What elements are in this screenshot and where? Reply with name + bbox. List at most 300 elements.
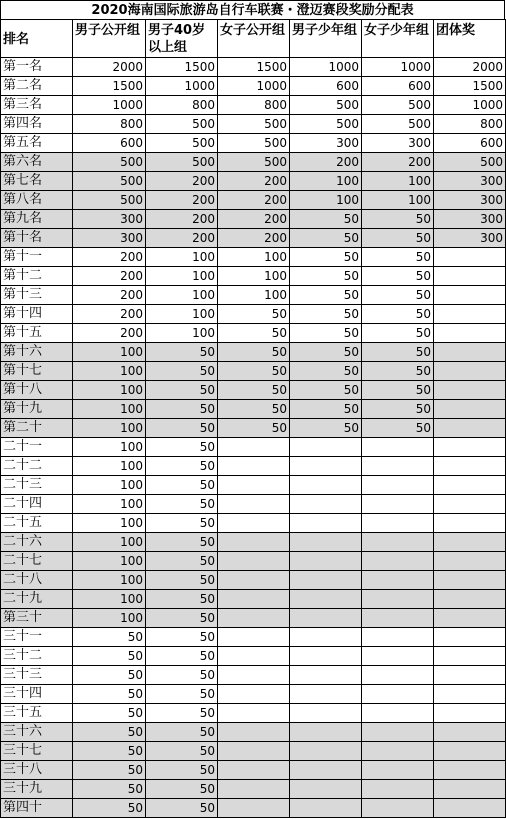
- men-open-cell: 600: [73, 134, 146, 153]
- rank-cell: 三十二: [1, 647, 73, 666]
- men-40-plus-cell: 50: [146, 742, 218, 761]
- women-open-cell: [218, 742, 290, 761]
- rank-cell: 二十一: [1, 438, 73, 457]
- men-open-cell: 100: [73, 419, 146, 438]
- women-open-cell: [218, 609, 290, 628]
- girls-youth-cell: 50: [362, 400, 434, 419]
- rank-cell: 二十二: [1, 457, 73, 476]
- boys-youth-cell: 50: [290, 324, 362, 343]
- table-row: [1, 685, 506, 704]
- men-open-cell: 50: [73, 780, 146, 799]
- girls-youth-cell: 500: [362, 115, 434, 134]
- team-award-cell: [434, 324, 506, 343]
- boys-youth-cell: [290, 742, 362, 761]
- men-40-plus-cell: 1500: [146, 58, 218, 77]
- men-open-cell: 200: [73, 286, 146, 305]
- men-40-plus-cell: 50: [146, 685, 218, 704]
- men-40-plus-cell: 50: [146, 533, 218, 552]
- boys-youth-cell: 50: [290, 229, 362, 248]
- table-row: [1, 58, 506, 77]
- team-award-cell: [434, 647, 506, 666]
- boys-youth-cell: [290, 761, 362, 780]
- girls-youth-cell: [362, 685, 434, 704]
- rank-cell: 第十九: [1, 400, 73, 419]
- table-row: [1, 172, 506, 191]
- men-open-cell: 100: [73, 438, 146, 457]
- men-40-plus-cell: 50: [146, 609, 218, 628]
- table-row: [1, 742, 506, 761]
- women-open-cell: 50: [218, 343, 290, 362]
- boys-youth-cell: 50: [290, 381, 362, 400]
- men-40-plus-cell: 50: [146, 552, 218, 571]
- men-40-plus-cell: 50: [146, 514, 218, 533]
- team-award-cell: [434, 666, 506, 685]
- team-award-cell: [434, 457, 506, 476]
- team-award-cell: 300: [434, 172, 506, 191]
- women-open-cell: [218, 590, 290, 609]
- table-row: [1, 438, 506, 457]
- table-row: [1, 343, 506, 362]
- girls-youth-cell: [362, 666, 434, 685]
- men-40-plus-cell: 200: [146, 229, 218, 248]
- men-40-plus-cell: 50: [146, 590, 218, 609]
- women-open-cell: [218, 761, 290, 780]
- rank-cell: 第十四: [1, 305, 73, 324]
- women-open-cell: 50: [218, 324, 290, 343]
- boys-youth-cell: 500: [290, 96, 362, 115]
- table-row: [1, 267, 506, 286]
- men-open-cell: 100: [73, 381, 146, 400]
- team-award-cell: [434, 495, 506, 514]
- team-award-cell: [434, 704, 506, 723]
- team-award-cell: [434, 343, 506, 362]
- boys-youth-cell: [290, 799, 362, 818]
- boys-youth-cell: 50: [290, 343, 362, 362]
- table-row: [1, 134, 506, 153]
- boys-youth-cell: [290, 609, 362, 628]
- header-rank: 排名: [1, 20, 73, 58]
- team-award-cell: [434, 780, 506, 799]
- men-40-plus-cell: 500: [146, 134, 218, 153]
- table-row: [1, 514, 506, 533]
- women-open-cell: 50: [218, 381, 290, 400]
- men-40-plus-cell: 500: [146, 115, 218, 134]
- men-open-cell: 300: [73, 229, 146, 248]
- boys-youth-cell: [290, 457, 362, 476]
- boys-youth-cell: [290, 476, 362, 495]
- rank-cell: 第三十: [1, 609, 73, 628]
- men-open-cell: 100: [73, 552, 146, 571]
- men-open-cell: 500: [73, 153, 146, 172]
- boys-youth-cell: 200: [290, 153, 362, 172]
- table-title: 2020海南国际旅游岛自行车联赛・澄迈赛段奖励分配表: [0, 0, 505, 19]
- men-open-cell: 50: [73, 647, 146, 666]
- girls-youth-cell: [362, 438, 434, 457]
- men-40-plus-cell: 800: [146, 96, 218, 115]
- table-row: [1, 628, 506, 647]
- table-row: [1, 666, 506, 685]
- women-open-cell: 1000: [218, 77, 290, 96]
- men-open-cell: 100: [73, 362, 146, 381]
- team-award-cell: [434, 400, 506, 419]
- boys-youth-cell: 100: [290, 172, 362, 191]
- men-40-plus-cell: 100: [146, 286, 218, 305]
- team-award-cell: 800: [434, 115, 506, 134]
- team-award-cell: [434, 609, 506, 628]
- women-open-cell: 200: [218, 229, 290, 248]
- team-award-cell: [434, 571, 506, 590]
- men-40-plus-cell: 50: [146, 799, 218, 818]
- girls-youth-cell: 1000: [362, 58, 434, 77]
- girls-youth-cell: 100: [362, 191, 434, 210]
- women-open-cell: [218, 647, 290, 666]
- table-row: [1, 248, 506, 267]
- girls-youth-cell: 500: [362, 96, 434, 115]
- boys-youth-cell: 300: [290, 134, 362, 153]
- rank-cell: 第二十: [1, 419, 73, 438]
- table-row: [1, 324, 506, 343]
- men-open-cell: 500: [73, 172, 146, 191]
- men-40-plus-cell: 50: [146, 438, 218, 457]
- boys-youth-cell: 50: [290, 248, 362, 267]
- table-row: [1, 533, 506, 552]
- men-40-plus-cell: 50: [146, 666, 218, 685]
- women-open-cell: [218, 685, 290, 704]
- women-open-cell: [218, 457, 290, 476]
- team-award-cell: [434, 685, 506, 704]
- men-40-plus-cell: 500: [146, 153, 218, 172]
- team-award-cell: 300: [434, 210, 506, 229]
- rank-cell: 二十五: [1, 514, 73, 533]
- team-award-cell: 300: [434, 229, 506, 248]
- men-open-cell: 500: [73, 191, 146, 210]
- men-open-cell: 100: [73, 400, 146, 419]
- rank-cell: 第一名: [1, 58, 73, 77]
- boys-youth-cell: [290, 495, 362, 514]
- rank-cell: 三十一: [1, 628, 73, 647]
- women-open-cell: [218, 799, 290, 818]
- rank-cell: 二十三: [1, 476, 73, 495]
- team-award-cell: [434, 305, 506, 324]
- rank-cell: 三十五: [1, 704, 73, 723]
- girls-youth-cell: [362, 761, 434, 780]
- men-open-cell: 100: [73, 571, 146, 590]
- table-row: [1, 552, 506, 571]
- women-open-cell: [218, 476, 290, 495]
- men-open-cell: 50: [73, 761, 146, 780]
- women-open-cell: 100: [218, 248, 290, 267]
- men-open-cell: 50: [73, 799, 146, 818]
- men-40-plus-cell: 100: [146, 267, 218, 286]
- header-women-open: 女子公开组: [218, 20, 290, 58]
- rank-cell: 二十八: [1, 571, 73, 590]
- table-row: [1, 495, 506, 514]
- women-open-cell: 200: [218, 172, 290, 191]
- team-award-cell: [434, 381, 506, 400]
- table-row: [1, 210, 506, 229]
- girls-youth-cell: [362, 495, 434, 514]
- men-open-cell: 100: [73, 533, 146, 552]
- boys-youth-cell: [290, 666, 362, 685]
- women-open-cell: 800: [218, 96, 290, 115]
- team-award-cell: [434, 286, 506, 305]
- team-award-cell: [434, 552, 506, 571]
- men-open-cell: 2000: [73, 58, 146, 77]
- rank-cell: 三十四: [1, 685, 73, 704]
- boys-youth-cell: [290, 647, 362, 666]
- girls-youth-cell: [362, 533, 434, 552]
- women-open-cell: 50: [218, 362, 290, 381]
- table-row: [1, 571, 506, 590]
- girls-youth-cell: 50: [362, 362, 434, 381]
- men-open-cell: 50: [73, 685, 146, 704]
- rank-cell: 二十六: [1, 533, 73, 552]
- table-row: [1, 153, 506, 172]
- table-row: [1, 457, 506, 476]
- rank-cell: 三十八: [1, 761, 73, 780]
- men-40-plus-cell: 50: [146, 400, 218, 419]
- table-row: [1, 723, 506, 742]
- girls-youth-cell: [362, 780, 434, 799]
- women-open-cell: [218, 704, 290, 723]
- rank-cell: 三十六: [1, 723, 73, 742]
- girls-youth-cell: 50: [362, 343, 434, 362]
- girls-youth-cell: 200: [362, 153, 434, 172]
- team-award-cell: [434, 267, 506, 286]
- girls-youth-cell: [362, 799, 434, 818]
- girls-youth-cell: 50: [362, 229, 434, 248]
- men-open-cell: 100: [73, 495, 146, 514]
- men-40-plus-cell: 50: [146, 343, 218, 362]
- team-award-cell: [434, 590, 506, 609]
- women-open-cell: 50: [218, 400, 290, 419]
- boys-youth-cell: 50: [290, 210, 362, 229]
- team-award-cell: 300: [434, 191, 506, 210]
- men-40-plus-cell: 50: [146, 457, 218, 476]
- men-40-plus-cell: 50: [146, 761, 218, 780]
- women-open-cell: 1500: [218, 58, 290, 77]
- men-open-cell: 300: [73, 210, 146, 229]
- rank-cell: 第八名: [1, 191, 73, 210]
- boys-youth-cell: 600: [290, 77, 362, 96]
- boys-youth-cell: 50: [290, 362, 362, 381]
- men-40-plus-cell: 1000: [146, 77, 218, 96]
- boys-youth-cell: 50: [290, 419, 362, 438]
- team-award-cell: 1000: [434, 96, 506, 115]
- boys-youth-cell: 500: [290, 115, 362, 134]
- header-girls-youth: 女子少年组: [362, 20, 434, 58]
- boys-youth-cell: [290, 685, 362, 704]
- girls-youth-cell: [362, 514, 434, 533]
- men-open-cell: 50: [73, 704, 146, 723]
- women-open-cell: [218, 514, 290, 533]
- team-award-cell: [434, 362, 506, 381]
- men-40-plus-cell: 50: [146, 723, 218, 742]
- rank-cell: 第十二: [1, 267, 73, 286]
- boys-youth-cell: [290, 438, 362, 457]
- team-award-cell: 1500: [434, 77, 506, 96]
- men-40-plus-cell: 50: [146, 476, 218, 495]
- table-body: [1, 58, 506, 818]
- men-open-cell: 50: [73, 628, 146, 647]
- women-open-cell: 50: [218, 305, 290, 324]
- header-boys-youth: 男子少年组: [290, 20, 362, 58]
- men-40-plus-cell: 50: [146, 780, 218, 799]
- table-row: [1, 96, 506, 115]
- table-row: [1, 229, 506, 248]
- rank-cell: 第十名: [1, 229, 73, 248]
- men-40-plus-cell: 200: [146, 172, 218, 191]
- girls-youth-cell: [362, 647, 434, 666]
- men-40-plus-cell: 50: [146, 647, 218, 666]
- reward-table: [0, 19, 506, 818]
- team-award-cell: 600: [434, 134, 506, 153]
- boys-youth-cell: [290, 704, 362, 723]
- men-40-plus-cell: 50: [146, 495, 218, 514]
- girls-youth-cell: 50: [362, 248, 434, 267]
- table-row: [1, 780, 506, 799]
- men-open-cell: 100: [73, 457, 146, 476]
- header-men-open: 男子公开组: [73, 20, 146, 58]
- boys-youth-cell: [290, 533, 362, 552]
- girls-youth-cell: [362, 742, 434, 761]
- team-award-cell: 2000: [434, 58, 506, 77]
- table-row: [1, 286, 506, 305]
- table-row: [1, 761, 506, 780]
- rank-cell: 二十七: [1, 552, 73, 571]
- rank-cell: 第九名: [1, 210, 73, 229]
- table-row: [1, 362, 506, 381]
- table-row: [1, 647, 506, 666]
- header-team-award: 团体奖: [434, 20, 506, 58]
- women-open-cell: [218, 666, 290, 685]
- rank-cell: 第五名: [1, 134, 73, 153]
- girls-youth-cell: [362, 609, 434, 628]
- boys-youth-cell: 1000: [290, 58, 362, 77]
- girls-youth-cell: [362, 476, 434, 495]
- rank-cell: 第四名: [1, 115, 73, 134]
- women-open-cell: 100: [218, 286, 290, 305]
- girls-youth-cell: 50: [362, 210, 434, 229]
- rank-cell: 第十七: [1, 362, 73, 381]
- girls-youth-cell: [362, 628, 434, 647]
- girls-youth-cell: [362, 723, 434, 742]
- team-award-cell: [434, 761, 506, 780]
- boys-youth-cell: 100: [290, 191, 362, 210]
- rank-cell: 二十四: [1, 495, 73, 514]
- boys-youth-cell: 50: [290, 400, 362, 419]
- women-open-cell: 100: [218, 267, 290, 286]
- men-open-cell: 200: [73, 267, 146, 286]
- rank-cell: 三十七: [1, 742, 73, 761]
- rank-cell: 第十五: [1, 324, 73, 343]
- girls-youth-cell: [362, 704, 434, 723]
- girls-youth-cell: 50: [362, 419, 434, 438]
- girls-youth-cell: 600: [362, 77, 434, 96]
- men-open-cell: 200: [73, 305, 146, 324]
- header-row: [1, 20, 506, 58]
- boys-youth-cell: [290, 780, 362, 799]
- girls-youth-cell: 50: [362, 381, 434, 400]
- men-open-cell: 100: [73, 609, 146, 628]
- women-open-cell: [218, 552, 290, 571]
- rank-cell: 第三名: [1, 96, 73, 115]
- team-award-cell: [434, 799, 506, 818]
- team-award-cell: [434, 476, 506, 495]
- girls-youth-cell: [362, 590, 434, 609]
- boys-youth-cell: [290, 590, 362, 609]
- table-row: [1, 115, 506, 134]
- team-award-cell: [434, 514, 506, 533]
- girls-youth-cell: 50: [362, 324, 434, 343]
- girls-youth-cell: 100: [362, 172, 434, 191]
- rank-cell: 第七名: [1, 172, 73, 191]
- boys-youth-cell: 50: [290, 267, 362, 286]
- table-row: [1, 704, 506, 723]
- girls-youth-cell: 50: [362, 286, 434, 305]
- rank-cell: 第十三: [1, 286, 73, 305]
- table-row: [1, 305, 506, 324]
- header-men-40-plus: 男子40岁以上组: [146, 20, 218, 58]
- men-open-cell: 800: [73, 115, 146, 134]
- table-row: [1, 419, 506, 438]
- women-open-cell: [218, 628, 290, 647]
- rank-cell: 第六名: [1, 153, 73, 172]
- table-row: [1, 476, 506, 495]
- table-row: [1, 191, 506, 210]
- rank-cell: 三十九: [1, 780, 73, 799]
- men-40-plus-cell: 50: [146, 362, 218, 381]
- women-open-cell: 50: [218, 419, 290, 438]
- women-open-cell: [218, 438, 290, 457]
- women-open-cell: 500: [218, 153, 290, 172]
- table-row: [1, 799, 506, 818]
- women-open-cell: [218, 780, 290, 799]
- team-award-cell: 500: [434, 153, 506, 172]
- team-award-cell: [434, 723, 506, 742]
- girls-youth-cell: [362, 552, 434, 571]
- team-award-cell: [434, 419, 506, 438]
- women-open-cell: 500: [218, 115, 290, 134]
- men-40-plus-cell: 50: [146, 381, 218, 400]
- team-award-cell: [434, 628, 506, 647]
- girls-youth-cell: 50: [362, 305, 434, 324]
- table-row: [1, 400, 506, 419]
- men-open-cell: 50: [73, 666, 146, 685]
- men-40-plus-cell: 50: [146, 628, 218, 647]
- boys-youth-cell: [290, 552, 362, 571]
- women-open-cell: 200: [218, 210, 290, 229]
- men-open-cell: 50: [73, 723, 146, 742]
- men-40-plus-cell: 50: [146, 571, 218, 590]
- men-40-plus-cell: 200: [146, 191, 218, 210]
- women-open-cell: [218, 495, 290, 514]
- rank-cell: 第二名: [1, 77, 73, 96]
- men-open-cell: 200: [73, 324, 146, 343]
- team-award-cell: [434, 742, 506, 761]
- women-open-cell: [218, 533, 290, 552]
- team-award-cell: [434, 438, 506, 457]
- men-40-plus-cell: 100: [146, 248, 218, 267]
- rank-cell: 二十九: [1, 590, 73, 609]
- table-row: [1, 590, 506, 609]
- table-row: [1, 381, 506, 400]
- rank-cell: 第十一: [1, 248, 73, 267]
- men-open-cell: 1500: [73, 77, 146, 96]
- girls-youth-cell: [362, 457, 434, 476]
- girls-youth-cell: [362, 571, 434, 590]
- table-row: [1, 77, 506, 96]
